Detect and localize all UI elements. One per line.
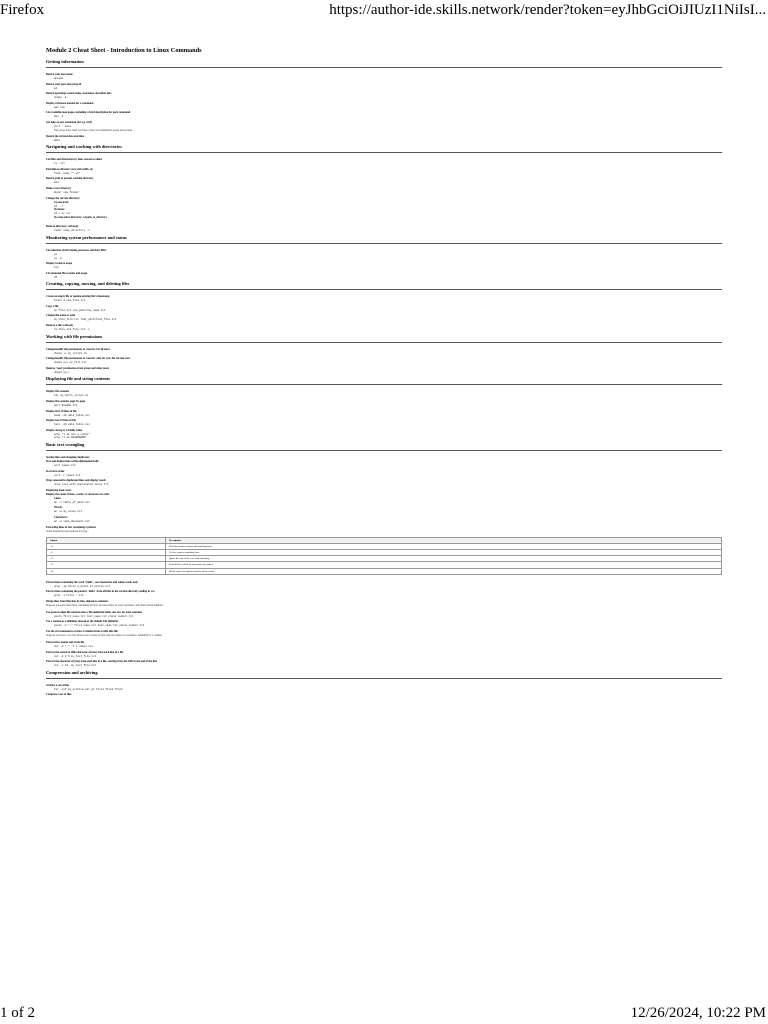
- list-item: [46, 121, 722, 133]
- table-body: [47, 543, 722, 574]
- list-item: [46, 460, 722, 468]
- list-item: [46, 651, 722, 659]
- item-description: Return the current date and time: [46, 134, 85, 138]
- list-item: [46, 470, 722, 478]
- command-code: find -name "*.sh": [54, 171, 81, 175]
- command-code: touch a_new_file.txt: [54, 299, 86, 303]
- list-item: [46, 295, 722, 303]
- item-description: Copy a file: [46, 304, 59, 308]
- table-cell-option: -v: [47, 562, 166, 568]
- item-description: Remove directory, verbosely: [46, 225, 79, 229]
- table-header-option: Option: [47, 537, 166, 543]
- item-description: Get help on any command (for e.g. curl): [46, 120, 92, 124]
- command-code: tail -10 data_table.csv: [54, 423, 90, 427]
- command-code: tar -cvf my_archive.tar.gz file1 file2 file3: [54, 687, 123, 691]
- list-item: [46, 684, 722, 692]
- command-code: chmod u+x my_file.txt: [54, 361, 87, 365]
- section-items: [46, 158, 722, 233]
- command-code: cat my_shell_script.sh: [54, 394, 89, 398]
- list-item: [46, 187, 722, 195]
- section-divider: [46, 152, 722, 153]
- paragraph: Suppose you have three files containing the first and last names of your customers, plus their phone numbers.: [46, 603, 164, 607]
- command-code: uniq list_with_duplicated_lines.txt: [54, 483, 109, 487]
- list-item: [46, 305, 722, 313]
- wrangling-items: [46, 460, 722, 487]
- section-text-wrangling: [46, 442, 722, 668]
- list-item: [46, 419, 722, 427]
- item-description: Return your user name: [46, 73, 73, 76]
- item-description: Display file contents page-by-page: [46, 400, 86, 404]
- command-code: paste -d "," first_name.txt last_name.txt phone_number.txt: [54, 624, 145, 628]
- command-code: wc -l table_of_data.csv: [54, 500, 90, 504]
- command-code: head -10 data_table.csv: [54, 413, 90, 417]
- list-item: [46, 410, 722, 418]
- item-description: Change the current directory:: [46, 196, 81, 200]
- document-page: [46, 47, 722, 982]
- section-divider: [46, 67, 722, 68]
- command-code: [54, 697, 722, 701]
- section: [46, 334, 722, 375]
- list-item: [46, 693, 722, 701]
- list-item: [46, 641, 722, 649]
- list-item: [46, 590, 722, 598]
- section-divider: [46, 678, 722, 679]
- list-item: [46, 357, 722, 365]
- command-code: cut -c 10- my_text_file.txt: [54, 664, 97, 668]
- item-description: Remove 'read' permissions from group and other users: [46, 366, 110, 370]
- item-description: Sort and display lines of file alphanumerically: [46, 460, 99, 463]
- command-code: wc -w my_essay.txt: [54, 510, 83, 514]
- subsection-heading: Sorting lines and dropping duplicates:: [46, 456, 90, 459]
- item-description: Create an empty file or update existing file's timestamp: [46, 295, 110, 299]
- command-code: rmdir temp_directory -v: [54, 229, 90, 233]
- item-description: Return your user and group id: [46, 82, 82, 86]
- command-code: pwd: [54, 181, 59, 185]
- item-description: Remove a file verbosely: [46, 324, 74, 328]
- item-sublabel: Words:: [54, 506, 63, 510]
- section: [46, 235, 722, 279]
- command-code: rm this_old_file.txt -v: [54, 328, 90, 332]
- list-item: [46, 516, 722, 524]
- command-code: cd ../: [54, 204, 64, 208]
- item-description: Extract lines containing the pattern "hello" from all files in the current directory ending in .txt: [46, 590, 155, 594]
- list-item: [46, 158, 722, 166]
- item-description: Extract the second to fifth characters (bytes) from each line of a file: [46, 650, 124, 654]
- list-item: [46, 177, 722, 185]
- list-item: [46, 400, 722, 408]
- command-code: df: [54, 275, 58, 279]
- list-item: [46, 168, 722, 176]
- section-items: [46, 249, 722, 279]
- item-note: This gives more brief overview of the curl command's usage and options: [54, 128, 133, 132]
- subsection-heading: Use the cut command to extract a column from a table-like file:: [46, 630, 119, 634]
- item-description: Display the count of lines, words, or characters in a file: [46, 492, 109, 496]
- item-sublabel: To home:: [54, 208, 65, 212]
- section: [46, 144, 722, 233]
- section: [46, 281, 722, 331]
- list-item: [46, 367, 722, 375]
- table-cell-option: -c: [47, 549, 166, 555]
- section-items: [46, 390, 722, 440]
- paragraph: Some frequently used options for grep :: [46, 529, 89, 533]
- section-divider: [46, 384, 722, 385]
- section: [46, 59, 722, 142]
- command-code: mv this_file.txt that_path/that_file.txt: [54, 318, 117, 322]
- item-description: Change/modify file permissions to 'execute' only for you, the current user: [46, 357, 131, 361]
- list-item: [46, 249, 722, 260]
- list-item: [46, 102, 722, 110]
- list-item: [46, 479, 722, 487]
- compression-items: [46, 684, 722, 701]
- list-item: [46, 111, 722, 119]
- item-description: Use a comma as a delimiter instead of the default Tab delimiter: [46, 620, 119, 624]
- item-sublabel: Characters:: [54, 515, 68, 519]
- table-cell-option: -n: [47, 543, 166, 549]
- command-code: cp file.txt new_path/new_name.txt: [54, 308, 106, 312]
- table-header-description: Description: [166, 537, 722, 543]
- command-code: echo "I am not a robot": [54, 432, 90, 436]
- section-items: [46, 348, 722, 375]
- section-title: Monitoring system performance and status: [46, 234, 127, 240]
- list-item: [46, 581, 722, 589]
- table-cell-description: Print all lines which do not contain the pattern: [166, 562, 722, 568]
- item-description: Change/modify file permissions to 'execute' for all users: [46, 347, 110, 351]
- list-item: [46, 197, 722, 224]
- print-timestamp: 12/26/2024, 10:22 PM: [630, 1005, 766, 1021]
- item-description: List selection of/all running processes and their PIDs: [46, 248, 107, 252]
- list-item: [46, 660, 722, 668]
- section: [46, 376, 722, 440]
- section-title: Basic text wrangling: [46, 442, 85, 447]
- item-description: Extract first names only from file: [46, 641, 85, 645]
- table-cell-description: Ignore the case of the text while matching: [166, 556, 722, 562]
- command-code: sort -r names.txt: [54, 473, 81, 477]
- command-code: man -k .: [54, 115, 67, 119]
- command-code: id: [54, 86, 58, 90]
- list-item: [46, 620, 722, 628]
- command-code: more ReadMe.txt: [54, 404, 78, 408]
- document-title: Module 2 Cheat Sheet - Introduction to Linux Commands: [46, 47, 202, 54]
- list-item: [46, 314, 722, 322]
- command-code: ls -lrt: [54, 162, 65, 166]
- item-description: List files and directories by date, newest to oldest: [46, 158, 103, 162]
- item-description: Make a new directory: [46, 186, 72, 190]
- item-description: Return operating system name, username, and other info: [46, 92, 112, 96]
- command-code: top: [54, 266, 59, 270]
- list-item: [46, 348, 722, 356]
- item-description: In reverse order: [46, 469, 65, 473]
- section-title: Creating, copying, moving, and deleting files: [46, 281, 130, 287]
- table-cell-description: Match only if the pattern matches whole words: [166, 568, 722, 574]
- list-item: [46, 135, 722, 143]
- list-item: [46, 611, 722, 619]
- item-sublabel: Up one level:: [54, 200, 69, 204]
- list-item: [46, 92, 722, 100]
- item-description: Display file contents: [46, 390, 70, 394]
- item-description: Archive a set of files: [46, 683, 70, 687]
- browser-app-name: Firefox: [0, 2, 45, 18]
- list-item: [46, 225, 722, 233]
- paragraph: Suppose you have a csv file whose rows consist of first and last names of customers, delimited by a comma.: [46, 634, 163, 638]
- section-compression: [46, 670, 722, 701]
- command-code: sort names.txt: [54, 464, 76, 467]
- section-items: [46, 295, 722, 331]
- table-cell-description: Print line numbers along with matching lines: [166, 543, 722, 549]
- item-description: Extract lines containing the word "hello", case insensitive and whole words only: [46, 580, 138, 584]
- list-item: [46, 497, 722, 505]
- command-code: cut -b 2-5 my_text_file.txt: [54, 654, 97, 658]
- command-code: echo "I am $USERNAME": [54, 436, 87, 440]
- command-code: man top: [54, 105, 65, 109]
- section-divider: [46, 243, 722, 244]
- command-code: ps -e: [54, 256, 62, 260]
- item-description: Find files in directory tree with suffix .sh: [46, 167, 93, 171]
- list-item: [46, 506, 722, 514]
- table-cell-option: -w: [47, 568, 166, 574]
- command-code: ps: [54, 252, 58, 256]
- list-item: [46, 73, 722, 81]
- command-code: date: [54, 138, 61, 142]
- item-description: Display first 10 lines of file: [46, 409, 77, 413]
- item-description: Display last 10 lines of file: [46, 419, 76, 423]
- section-items: [46, 73, 722, 142]
- item-description: List mounted file systems and usage: [46, 271, 88, 275]
- command-code: uname -a: [54, 96, 67, 100]
- cut-examples: [46, 641, 722, 668]
- item-description: Drop consecutive duplicated lines and display result: [46, 479, 106, 483]
- command-code: whoami: [54, 77, 64, 80]
- command-code: mkdir new_folder: [54, 190, 79, 194]
- list-item: [46, 324, 722, 332]
- grep-examples: [46, 581, 722, 598]
- item-sublabel: To some other directory: cd path_to_directory: [54, 215, 107, 219]
- command-code: grep -iw hello a_bunch_of_hellos.txt: [54, 584, 111, 588]
- count-items: [46, 497, 722, 524]
- section-title: Navigating and working with directories: [46, 144, 122, 150]
- command-code: grep -l hello *.txt: [54, 594, 84, 598]
- command-code: paste first_name.txt last_name.txt phone_number.txt: [54, 614, 134, 618]
- table-row: [47, 568, 722, 574]
- list-item: [46, 390, 722, 398]
- command-code: cd ~ or cd: [54, 212, 70, 216]
- table-cell-description: Get the count of matching lines: [166, 549, 722, 555]
- paste-examples: [46, 611, 722, 628]
- page-indicator: 1 of 2: [0, 1005, 35, 1021]
- item-description: Change file name or path: [46, 314, 76, 318]
- section-divider: [46, 289, 722, 290]
- section-title: Getting information: [46, 59, 84, 64]
- command-code: [54, 220, 722, 224]
- item-description: Return path to present working directory: [46, 177, 94, 181]
- subsection-heading: Merge lines from files line-by-line, aligned as columns:: [46, 599, 109, 603]
- command-code: cut -d "," -f 1 names.csv: [54, 645, 93, 649]
- command-code: chmod go-r: [54, 370, 70, 374]
- page-url: https://author-ide.skills.network/render?token=eyJhbGciOiJIUzI1NiIsI...: [329, 2, 766, 18]
- section-divider: [46, 342, 722, 343]
- command-code: wc -m some_document.txt: [54, 519, 90, 523]
- section-title: Working with file permissions: [46, 333, 103, 339]
- subsection-heading: Displaying basic stats:: [46, 488, 72, 492]
- item-description: Extract the characters (bytes) from each line of a file, starting from the 10th to the end of the line: [46, 660, 157, 664]
- item-description: Use paste to align file contents into a Tab-delimited table, one row for each customer: [46, 610, 143, 614]
- item-description: Display reference manual for a command: [46, 101, 94, 105]
- subsection-heading: Extracting lines of text containing a pattern: [46, 525, 97, 529]
- grep-options-table: [46, 537, 722, 575]
- section-title: Displaying file and string contents: [46, 376, 110, 382]
- command-code: chmod +x my_script.sh: [54, 351, 87, 355]
- list-item: [46, 272, 722, 280]
- item-description: Display resource usage: [46, 262, 73, 266]
- table-cell-option: -i: [47, 556, 166, 562]
- item-description: Compress a set of files: [46, 693, 72, 697]
- command-code: curl --help: [54, 124, 72, 128]
- list-item: [46, 83, 722, 91]
- list-item: [46, 262, 722, 270]
- section-divider: [46, 450, 722, 451]
- section-title: Compression and archiving: [46, 669, 98, 675]
- document-sections: [46, 59, 722, 440]
- list-item: [46, 429, 722, 440]
- item-description: List available man pages, including a brief description for each command: [46, 111, 131, 115]
- item-sublabel: Lines:: [54, 496, 62, 500]
- item-description: Display string or variable value: [46, 428, 83, 432]
